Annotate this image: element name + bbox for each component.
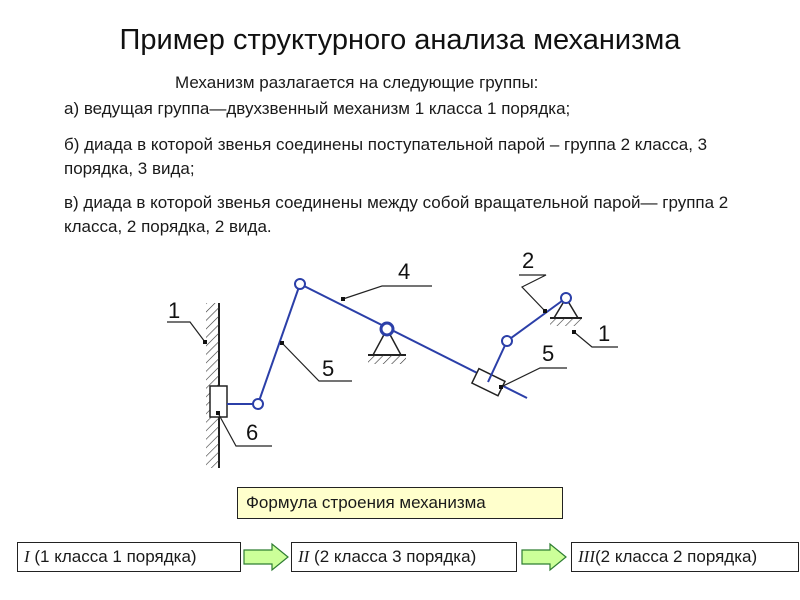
joint-pivot-right bbox=[561, 293, 571, 303]
joint-right-mid bbox=[502, 336, 512, 346]
group-b-text: б) диада в которой звенья соединены поступательной парой – группа 2 класса, 3 порядка, 3 вида; bbox=[64, 135, 708, 178]
group-formula-1 bbox=[17, 542, 241, 572]
groups-intro: Механизм разлагается на следующие группы: bbox=[175, 73, 539, 92]
group-formula-2 bbox=[291, 542, 517, 572]
flow-arrow-1 bbox=[244, 544, 288, 570]
slider-5-right bbox=[472, 369, 505, 396]
group-a-text: а) ведущая группа—двухзвенный механизм 1 класса 1 порядка; bbox=[64, 99, 571, 118]
link-5-left bbox=[258, 284, 300, 404]
label-link-6: 6 bbox=[246, 420, 259, 445]
joint-top bbox=[295, 279, 305, 289]
label-link-4: 4 bbox=[398, 259, 411, 284]
page-title: Пример структурного анализа механизма bbox=[119, 24, 681, 56]
group-3-roman: III bbox=[578, 547, 595, 566]
label-link-5-right: 5 bbox=[542, 341, 555, 366]
joint-pivot-middle bbox=[381, 323, 393, 335]
label-link-1-right: 1 bbox=[598, 321, 611, 346]
group-1-text: (1 класса 1 порядка) bbox=[29, 547, 197, 566]
flow-arrow-2 bbox=[522, 544, 566, 570]
group-2-roman: II bbox=[298, 547, 310, 566]
joint-slider bbox=[253, 399, 263, 409]
group-1-roman: I bbox=[24, 547, 30, 566]
group-c-text: в) диада в которой звенья соединены между собой вращательной парой— группа 2 класса, 2 порядка, 2 вида. bbox=[64, 193, 729, 236]
label-link-2: 2 bbox=[522, 248, 535, 273]
group-3-text: (2 класса 2 порядка) bbox=[594, 547, 758, 566]
label-link-1-left: 1 bbox=[168, 298, 181, 323]
group-formula-3 bbox=[571, 542, 799, 572]
formula-title: Формула строения механизма bbox=[237, 487, 563, 519]
label-link-5-left: 5 bbox=[322, 356, 335, 381]
group-2-text: (2 класса 3 порядка) bbox=[309, 547, 477, 566]
link-5-right bbox=[488, 341, 507, 382]
